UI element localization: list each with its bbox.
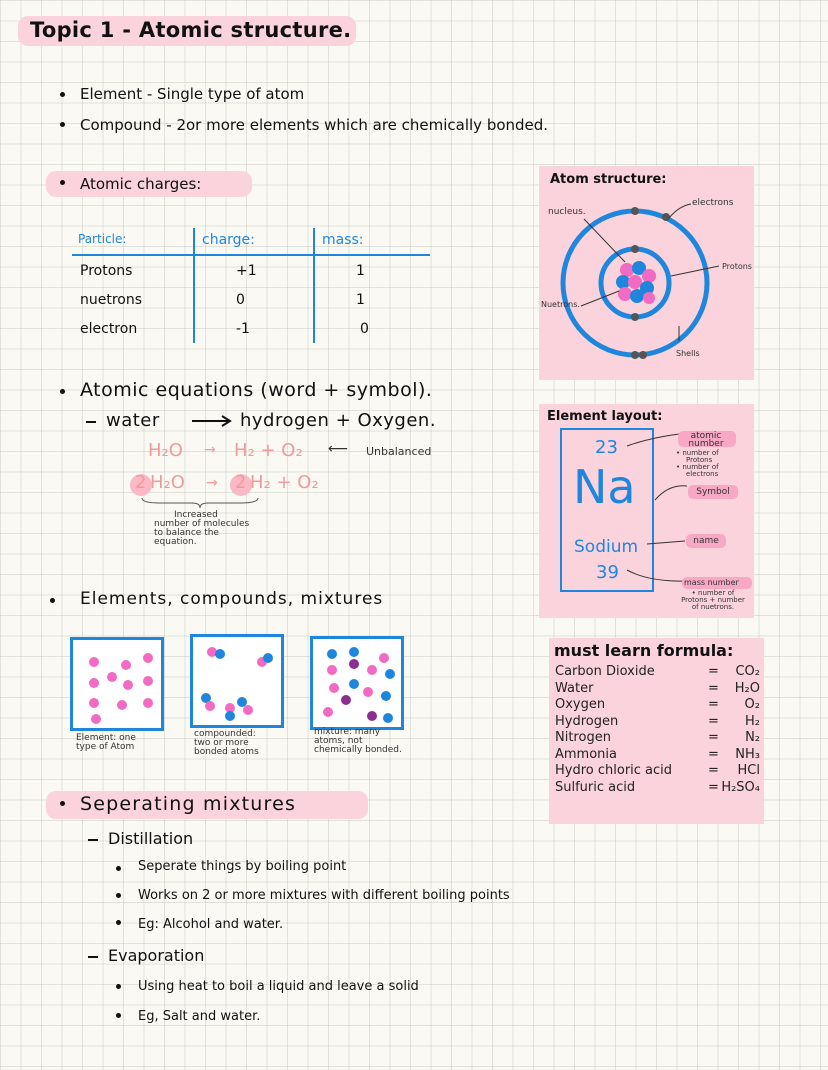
bullet: [60, 92, 65, 97]
formula-row: Hydro chloric acid = HCl: [555, 763, 760, 778]
atom-dot: [205, 701, 215, 711]
table-cell: -1: [236, 321, 250, 337]
formula-symbol: HCl: [737, 763, 760, 778]
equation-word-right: hydrogen + Oxygen.: [240, 410, 437, 431]
table-cell: nuetrons: [80, 292, 143, 308]
evaporation-point: Using heat to boil a liquid and leave a solid: [138, 979, 419, 994]
formula-row: Ammonia = NH₃: [555, 746, 760, 762]
atom-dot: [117, 700, 127, 710]
table-cell: 0: [360, 321, 369, 337]
charges-heading: Atomic charges:: [80, 175, 202, 193]
atom-dot: [89, 698, 99, 708]
formula-row: Carbon Dioxide = CO₂: [555, 664, 760, 679]
caption-line: compounded:: [194, 729, 256, 739]
balanced-coefficient: 2: [235, 472, 247, 493]
compound-box: [190, 634, 284, 728]
formula-row: Nitrogen = N₂: [555, 730, 760, 745]
formula-list: [555, 664, 760, 796]
caption-line: mixture: many: [314, 727, 381, 737]
note-line: • number of: [691, 589, 735, 597]
distillation-point: Works on 2 or more mixtures with different boiling points: [138, 888, 510, 903]
table-col-divider-2: [313, 228, 315, 343]
arrow-icon: →: [204, 442, 216, 458]
label-protons: Protons: [722, 262, 752, 271]
note-line: equation.: [154, 537, 197, 547]
formula-symbol: N₂: [745, 730, 760, 745]
separating-heading: Seperating mixtures: [80, 793, 297, 815]
bullet: [60, 122, 65, 127]
caption-line: Element: one: [76, 733, 136, 743]
atom-dot: [341, 695, 351, 705]
formula-symbol: H₂SO₄: [721, 779, 760, 795]
formula-row: Sulfuric acid = H₂SO₄: [555, 779, 760, 795]
atom-dot: [143, 698, 153, 708]
note-line: Protons: [686, 456, 713, 464]
note-line: • number of: [676, 449, 719, 457]
atom-dot: [237, 697, 247, 707]
note-line: Protons + number: [681, 596, 745, 604]
distillation-heading: Distillation: [108, 829, 194, 848]
atom-dot: [323, 707, 333, 717]
unbalanced-label: Unbalanced: [366, 445, 432, 458]
label-nuetrons: Nuetrons.: [541, 300, 580, 309]
atom-dot: [107, 672, 117, 682]
mass-number-label: mass number: [684, 578, 739, 587]
atom-dot: [89, 678, 99, 688]
bullet: [60, 180, 65, 185]
formula-name: Hydro chloric acid: [555, 763, 673, 778]
nucleus: [616, 261, 656, 304]
atom-dot: [383, 713, 393, 723]
table-header-charge: charge:: [202, 232, 255, 248]
equation-balanced-right: H₂ + O₂: [250, 472, 319, 493]
caption-compound: [194, 730, 259, 757]
formula-name: Water: [555, 680, 594, 696]
atom-dot: [379, 653, 389, 663]
equation-unbalanced-right: H₂ + O₂: [234, 440, 303, 461]
element-layout-title: Element layout:: [547, 409, 663, 424]
definition-compound: Compound - 2or more elements which are chemically bonded.: [80, 116, 549, 134]
atom-dot: [215, 649, 225, 659]
charges-table: [70, 228, 430, 348]
bullet: [50, 598, 55, 603]
formula-name: Hydrogen: [555, 713, 619, 729]
atom-dot: [121, 660, 131, 670]
formula-symbol: NH₃: [735, 746, 760, 762]
bullet: [116, 866, 121, 871]
equation-word-left: water: [106, 410, 160, 431]
table-cell: 0: [236, 292, 245, 308]
distillation-point: Eg: Alcohol and water.: [138, 917, 284, 932]
bullet: [60, 801, 65, 806]
atom-dot: [143, 676, 153, 686]
arrow-left-icon: ⟵: [328, 441, 349, 457]
dash: [86, 421, 96, 423]
note-line: electrons: [686, 470, 719, 478]
atom-dot: [327, 665, 337, 675]
caption-line: atoms, not: [314, 736, 363, 746]
dash: [88, 956, 98, 958]
formula-name: Carbon Dioxide: [555, 664, 655, 679]
atom-dot: [367, 665, 377, 675]
atom-dot: [363, 687, 373, 697]
table-cell: 1: [356, 292, 365, 308]
atom-dot: [243, 705, 253, 715]
bullet: [116, 1013, 121, 1018]
atom-dot: [263, 653, 273, 663]
label-nucleus: nucleus.: [548, 207, 586, 217]
atom-dot: [225, 711, 235, 721]
table-header-underline: [72, 254, 430, 256]
element-box: [70, 637, 164, 731]
equation-unbalanced-left: H₂O: [148, 440, 183, 461]
atom-dot: [349, 647, 359, 657]
element-name: Sodium: [574, 537, 639, 557]
formula-title: must learn formula:: [554, 641, 734, 660]
name-label: name: [693, 536, 719, 546]
caption-line: two or more: [194, 738, 249, 748]
equations-heading: Atomic equations (word + symbol).: [80, 379, 433, 401]
table-cell: 1: [356, 263, 365, 279]
distillation-point: Seperate things by boiling point: [138, 859, 347, 874]
formula-name: Ammonia: [555, 746, 617, 762]
formula-row: Oxygen = O₂: [555, 697, 760, 712]
atom-dot: [367, 711, 377, 721]
atom-dot: [123, 680, 133, 690]
evaporation-point: Eg, Salt and water.: [138, 1009, 261, 1024]
arrow-icon: →: [206, 475, 218, 491]
atom-dot: [385, 669, 395, 679]
bullet: [60, 389, 65, 394]
symbol-label: Symbol: [696, 487, 730, 497]
caption-element: [76, 734, 136, 752]
atom-dot: [329, 683, 339, 693]
atom-dot: [349, 679, 359, 689]
formula-name: Oxygen: [555, 697, 606, 712]
note-line: to balance the: [154, 528, 219, 538]
label-electrons: electrons: [692, 198, 734, 208]
caption-line: bonded atoms: [194, 747, 259, 757]
atom-dot: [89, 657, 99, 667]
arrow-icon: [190, 414, 234, 428]
mass-number-notes: [672, 590, 754, 611]
atom-dot: [381, 691, 391, 701]
formula-symbol: O₂: [744, 697, 760, 712]
bullet: [116, 920, 121, 925]
table-header-particle: Particle:: [78, 232, 127, 246]
bullet: [116, 893, 121, 898]
atom-structure-title: Atom structure:: [550, 172, 667, 187]
label-shells: Shells: [676, 349, 700, 358]
balanced-coefficient: 2: [135, 472, 147, 493]
table-cell: +1: [236, 263, 257, 279]
table-header-mass: mass:: [322, 232, 364, 248]
element-mass-number: 39: [596, 562, 619, 583]
note-line: of nuetrons.: [691, 603, 735, 611]
caption-mixture: [314, 728, 402, 755]
atom-dot: [143, 653, 153, 663]
element-atomic-number: 23: [595, 437, 618, 458]
dash: [88, 839, 98, 841]
note-line: Increased: [174, 510, 218, 520]
table-col-divider-1: [193, 228, 195, 343]
bullet: [116, 984, 121, 989]
formula-row: Hydrogen = H₂: [555, 713, 760, 729]
atom-dot: [327, 649, 337, 659]
atom-dot: [91, 714, 101, 724]
formula-name: Sulfuric acid: [555, 779, 636, 795]
note-line: • number of: [676, 463, 719, 471]
evaporation-heading: Evaporation: [108, 946, 205, 965]
caption-line: type of Atom: [76, 742, 135, 752]
caption-line: chemically bonded.: [314, 745, 402, 755]
formula-symbol: H₂O: [734, 680, 760, 696]
atomic-number-label: atomic number: [688, 431, 724, 449]
table-cell: electron: [80, 321, 138, 337]
table-cell: Protons: [80, 263, 133, 279]
brace-icon: [140, 496, 260, 510]
definition-element: Element - Single type of atom: [80, 85, 305, 103]
atomic-number-notes: [676, 450, 719, 478]
formula-symbol: H₂: [745, 713, 760, 729]
formula-symbol: CO₂: [735, 664, 760, 679]
formula-row: Water = H₂O: [555, 680, 760, 696]
note-line: number of molecules: [154, 519, 250, 529]
formula-name: Nitrogen: [555, 730, 611, 745]
element-symbol: Na: [573, 460, 636, 514]
atom-dot: [349, 659, 359, 669]
equation-balanced-left: H₂O: [150, 472, 185, 493]
page-title: Topic 1 - Atomic structure.: [30, 18, 352, 42]
balance-note: [154, 511, 249, 547]
mixture-box: [310, 636, 404, 730]
ecm-heading: Elements, compounds, mixtures: [80, 589, 384, 609]
